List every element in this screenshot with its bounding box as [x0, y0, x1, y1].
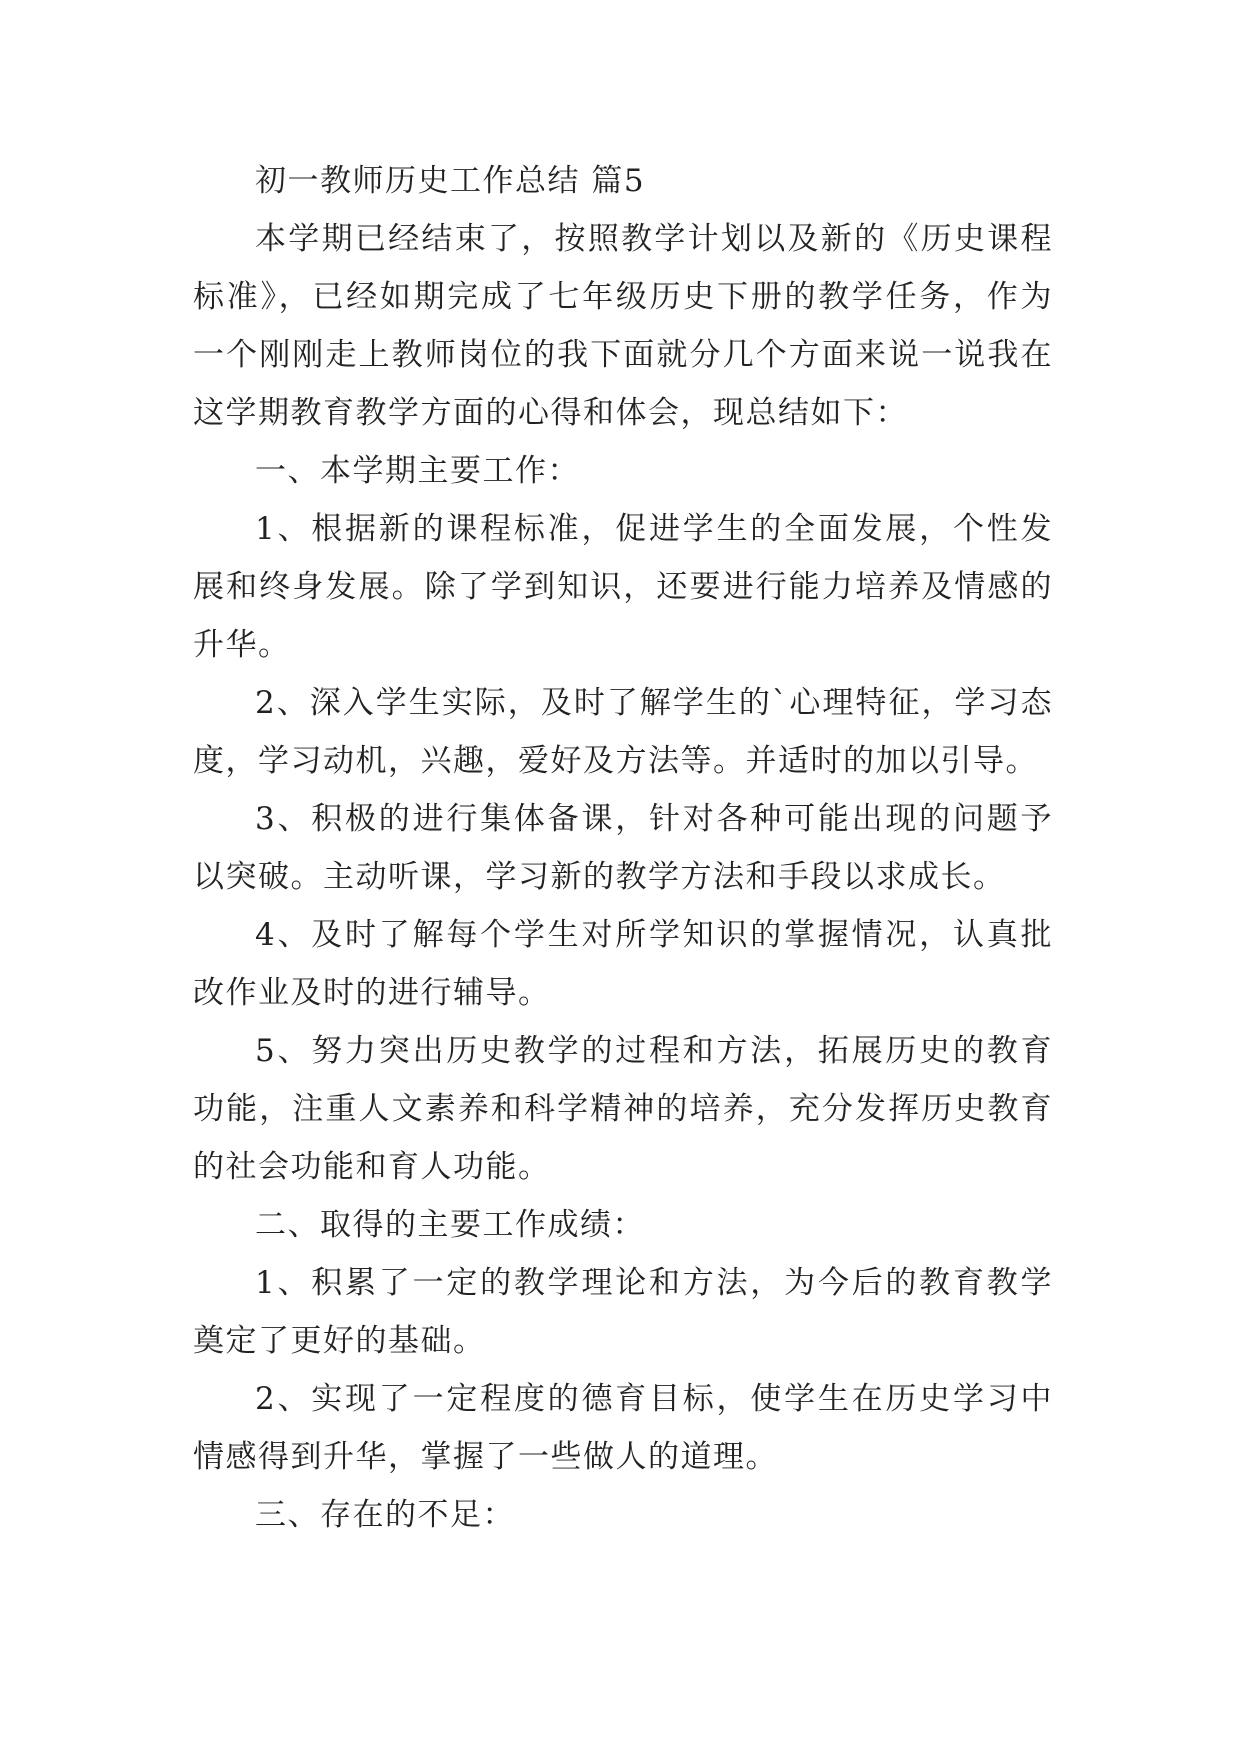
work-item-1: 1、根据新的课程标准，促进学生的全面发展，个性发展和终身发展。除了学到知识，还要进行能力培养及情感的升华。 [193, 511, 1053, 663]
achievement-item-1: 1、积累了一定的教学理论和方法，为今后的教育教学奠定了更好的基础。 [193, 1265, 1053, 1359]
document-title: 初一教师历史工作总结 篇5 [255, 163, 646, 199]
work-item-4: 4、及时了解每个学生对所学知识的掌握情况，认真批改作业及时的进行辅导。 [193, 917, 1053, 1011]
document-body [193, 152, 1053, 1544]
intro-paragraph: 本学期已经结束了，按照教学计划以及新的《历史课程标准》，已经如期完成了七年级历史下册的教学任务，作为一个刚刚走上教师岗位的我下面就分几个方面来说一说我在这学期教育教学方面的心得和体会，现总结如下： [193, 221, 1053, 431]
section-heading-main-work: 一、本学期主要工作： [255, 453, 580, 489]
work-item-3: 3、积极的进行集体备课，针对各种可能出现的问题予以突破。主动听课，学习新的教学方法和手段以求成长。 [193, 801, 1053, 895]
work-item-5: 5、努力突出历史教学的过程和方法，拓展历史的教育功能，注重人文素养和科学精神的培养，充分发挥历史教育的社会功能和育人功能。 [193, 1033, 1053, 1185]
work-item-2: 2、深入学生实际，及时了解学生的`心理特征，学习态度，学习动机，兴趣，爱好及方法等。并适时的加以引导。 [193, 685, 1053, 779]
achievement-item-2: 2、实现了一定程度的德育目标，使学生在历史学习中情感得到升华，掌握了一些做人的道理。 [193, 1381, 1053, 1475]
section-heading-achievements: 二、取得的主要工作成绩： [255, 1207, 645, 1243]
section-heading-shortcomings: 三、存在的不足： [255, 1497, 515, 1533]
